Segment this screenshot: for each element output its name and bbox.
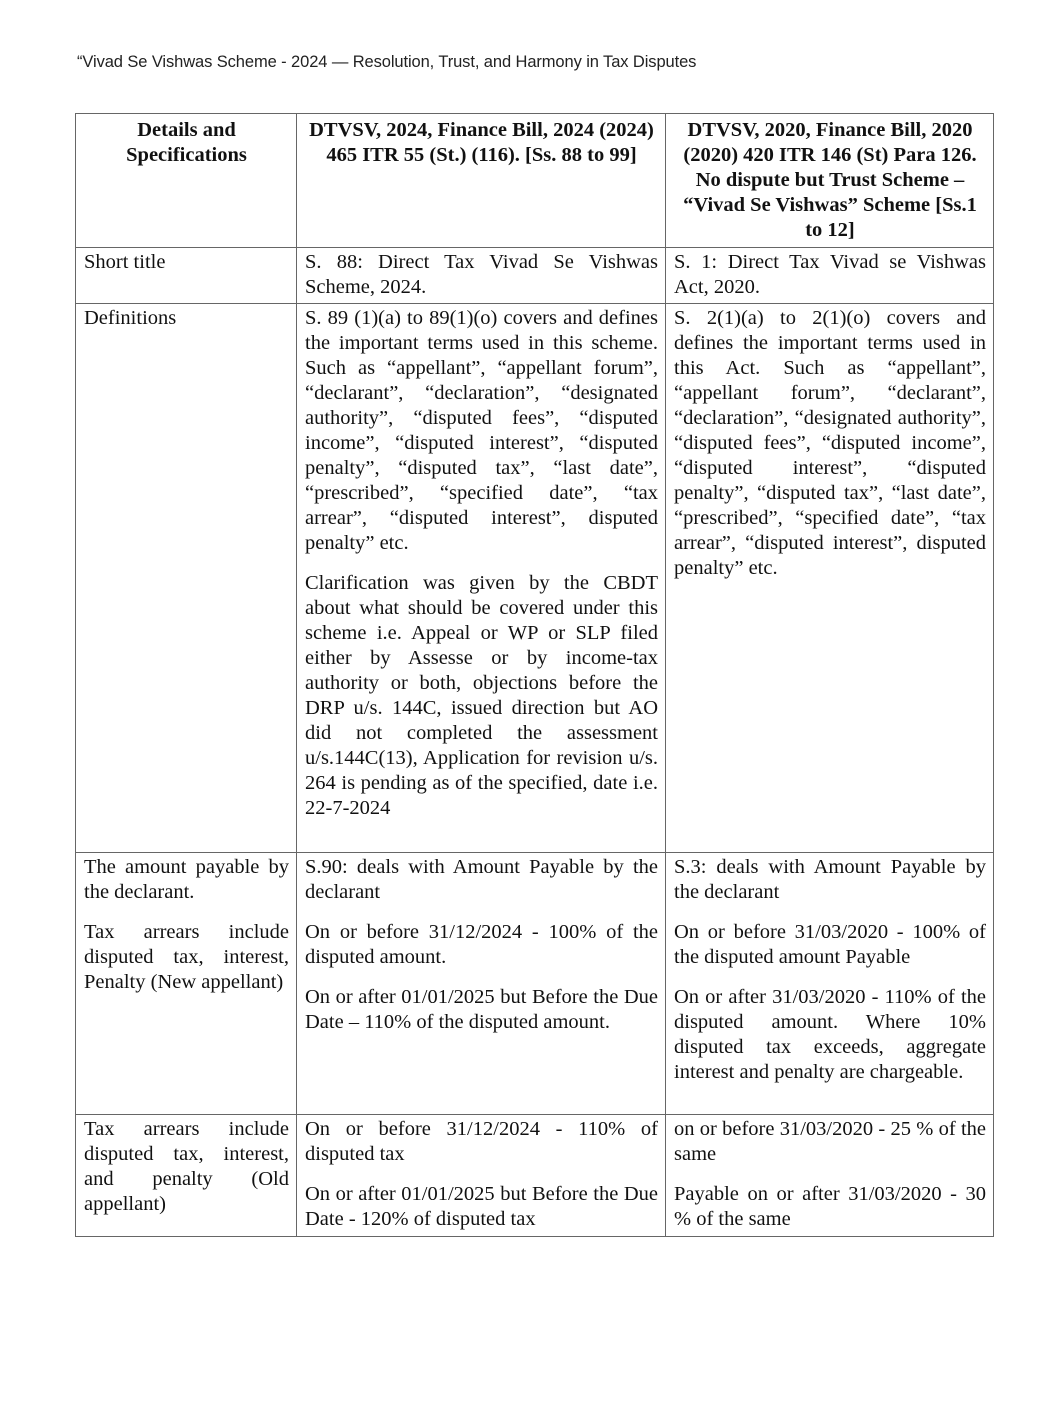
row-label <box>76 248 297 304</box>
cell-2024 <box>297 1115 666 1237</box>
row-label-text: The amount payable by the declarant. <box>84 856 289 903</box>
table-header-row <box>76 114 994 248</box>
header-scheme-2020: DTVSV, 2020, Finance Bill, 2020 (2020) 420 ITR 146 (St) Para 126. No dispute but Trust Scheme – “Vivad Se Vishwas” Scheme [Ss.1 to 12] <box>666 114 994 248</box>
cell-text: Clarification was given by the CBDT about what should be covered under this scheme i.e. Appeal or WP or SLP filed either by Assesse or by income-tax authority or both, objections before the DRP u/s. 144C, issued direction but AO did not completed the assessment u/s.144C(13), Application for revision u/s. 264 is pending as of the specified, date i.e. 22-7-2024 <box>305 572 658 819</box>
row-label-text: Definitions <box>84 307 177 329</box>
table-row-definitions <box>76 304 994 853</box>
cell-text: On or after 01/01/2025 but Before the Due Date - 120% of disputed tax <box>305 1183 658 1230</box>
cell-2020 <box>666 248 994 304</box>
cell-text: S.3: deals with Amount Payable by the declarant <box>674 856 986 903</box>
row-label <box>76 304 297 853</box>
row-label <box>76 1115 297 1237</box>
row-label-text: Tax arrears include disputed tax, interest, and penalty (Old appellant) <box>84 1118 289 1215</box>
cell-text: S. 2(1)(a) to 2(1)(o) covers and defines the important terms used in this Act. Such as “appellant”, “appellant forum”, “declarant”, “declaration”, “designated authority”, “disputed fees”, “disputed income”, “disputed interest”, “disputed penalty”, “disputed tax”, “last date”, “prescribed”, “specified date”, “tax arrear”, “disputed interest”, disputed penalty” etc. <box>674 307 986 579</box>
cell-text: On or before 31/03/2020 - 100% of the disputed amount Payable <box>674 921 986 968</box>
row-label <box>76 853 297 1115</box>
table-row-amount-payable <box>76 853 994 1115</box>
cell-text: on or before 31/03/2020 - 25 % of the same <box>674 1118 986 1165</box>
cell-2024 <box>297 248 666 304</box>
cell-text: Payable on or after 31/03/2020 - 30 % of the same <box>674 1183 986 1230</box>
cell-text: S.90: deals with Amount Payable by the declarant <box>305 856 658 903</box>
cell-text: S. 1: Direct Tax Vivad se Vishwas Act, 2020. <box>674 251 986 298</box>
page-header: “Vivad Se Vishwas Scheme - 2024 — Resolution, Trust, and Harmony in Tax Disputes <box>77 53 697 71</box>
cell-2024 <box>297 853 666 1115</box>
cell-text: On or before 31/12/2024 - 100% of the disputed amount. <box>305 921 658 968</box>
cell-2020 <box>666 853 994 1115</box>
cell-text: On or after 01/01/2025 but Before the Due Date – 110% of the disputed amount. <box>305 986 658 1033</box>
cell-2020 <box>666 1115 994 1237</box>
cell-2024 <box>297 304 666 853</box>
row-label-text: Tax arrears include disputed tax, interest, Penalty (New appellant) <box>84 921 289 993</box>
cell-2020 <box>666 304 994 853</box>
cell-text: S. 89 (1)(a) to 89(1)(o) covers and defines the important terms used in this scheme. Such as “appellant”, “appellant forum”, “declarant”, “declaration”, “designated authority”, “disputed fees”, “disputed income”, “disputed interest”, “disputed penalty”, “disputed tax”, “last date”, “prescribed”, “specified date”, “tax arrear”, “disputed interest”, disputed penalty” etc. <box>305 307 658 554</box>
table-row-short-title <box>76 248 994 304</box>
row-label-text: Short title <box>84 251 166 273</box>
cell-text: S. 88: Direct Tax Vivad Se Vishwas Scheme, 2024. <box>305 251 658 298</box>
comparison-table <box>75 113 994 1237</box>
table-row-old-appellant <box>76 1115 994 1237</box>
cell-text: On or after 31/03/2020 - 110% of the disputed amount. Where 10% disputed tax exceeds, aggregate interest and penalty are chargeable. <box>674 986 986 1083</box>
cell-text: On or before 31/12/2024 - 110% of disputed tax <box>305 1118 658 1165</box>
header-details: Details and Specifications <box>76 114 297 248</box>
header-scheme-2024: DTVSV, 2024, Finance Bill, 2024 (2024) 465 ITR 55 (St.) (116). [Ss. 88 to 99] <box>297 114 666 248</box>
